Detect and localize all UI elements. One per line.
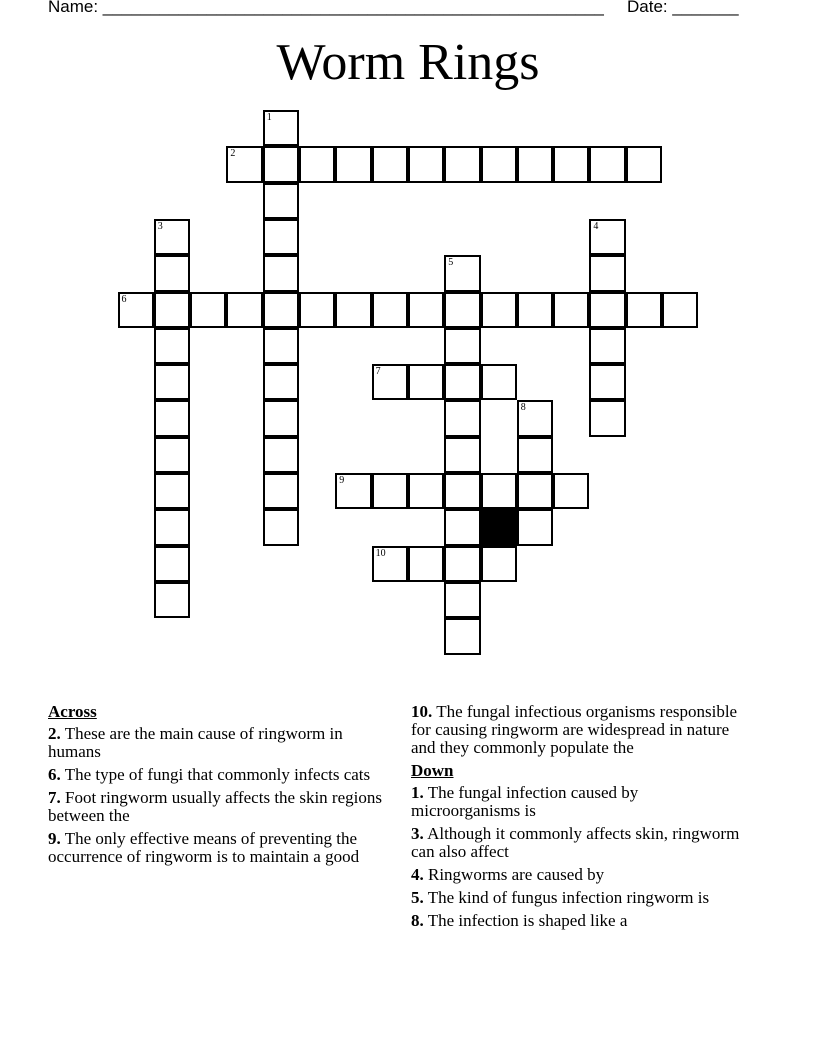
clue-number: 5. [411,888,424,907]
black-cell [481,509,517,545]
grid-cell[interactable] [444,509,480,545]
name-field-label: Name: _____________________________________________________ [48,0,604,16]
down-heading: Down [411,761,454,780]
clue-across-2 [48,725,388,761]
across-heading: Across [48,702,97,721]
grid-cell[interactable] [154,328,190,364]
grid-cell[interactable] [553,473,589,509]
grid-cell[interactable] [444,400,480,436]
grid-cell[interactable] [154,582,190,618]
grid-cell[interactable] [517,292,553,328]
grid-cell[interactable] [481,146,517,182]
grid-cell[interactable] [299,146,335,182]
clue-text: Foot ringworm usually affects the skin regions between the [48,788,382,825]
clue-text: The kind of fungus infection ringworm is [427,888,710,907]
grid-cell[interactable] [263,292,299,328]
grid-cell[interactable] [517,146,553,182]
grid-cell[interactable] [444,292,480,328]
clue-number: 10. [411,702,433,721]
grid-cell[interactable] [517,473,553,509]
clue-across-7 [48,789,388,825]
grid-cell[interactable] [408,546,444,582]
grid-cell[interactable] [589,219,625,255]
grid-cell[interactable] [444,364,480,400]
grid-cell[interactable] [154,255,190,291]
grid-cell[interactable] [553,146,589,182]
grid-cell[interactable] [408,146,444,182]
grid-cell[interactable] [372,292,408,328]
cell-number: 1 [266,112,272,123]
grid-cell[interactable] [263,110,299,146]
grid-cell[interactable] [263,364,299,400]
grid-cell[interactable] [299,292,335,328]
grid-cell[interactable] [517,400,553,436]
grid-cell[interactable] [263,183,299,219]
grid-cell[interactable] [154,400,190,436]
page-title: Worm Rings [276,34,540,91]
grid-cell[interactable] [444,437,480,473]
grid-cell[interactable] [444,473,480,509]
grid-cell[interactable] [263,437,299,473]
clue-number: 6. [48,765,61,784]
grid-cell[interactable] [408,473,444,509]
clue-number: 8. [411,911,424,930]
grid-cell[interactable] [626,292,662,328]
grid-cell[interactable] [263,328,299,364]
cell-number: 2 [230,148,236,160]
clue-down-8 [411,912,751,930]
clue-text: The only effective means of preventing the occurrence of ringworm is to maintain a good [48,829,360,866]
clue-text: The infection is shaped like a [427,911,628,930]
grid-cell[interactable] [517,437,553,473]
grid-cell[interactable] [226,146,262,182]
grid-cell[interactable] [481,292,517,328]
clue-text: The type of fungi that commonly infects cats [64,765,371,784]
clue-number: 4. [411,865,424,884]
clue-down-3 [411,825,751,861]
clue-text: The fungal infectious organisms responsible for causing ringworm are widespread in nature and they commonly populate the [411,702,738,757]
grid-cell[interactable] [626,146,662,182]
grid-cell[interactable] [372,146,408,182]
grid-cell[interactable] [335,292,371,328]
cell-number: 8 [520,402,526,414]
grid-cell[interactable] [335,473,371,509]
grid-cell[interactable] [372,473,408,509]
grid-cell[interactable] [118,292,154,328]
grid-cell[interactable] [589,146,625,182]
clue-down-4 [411,866,751,884]
grid-cell[interactable] [263,146,299,182]
grid-cell[interactable] [589,364,625,400]
grid-cell[interactable] [263,219,299,255]
clue-number: 7. [48,788,61,807]
clue-number: 2. [48,724,61,743]
grid-cell[interactable] [444,146,480,182]
grid-cell[interactable] [481,546,517,582]
grid-cell[interactable] [589,400,625,436]
cell-number: 5 [448,257,454,269]
grid-cell[interactable] [589,328,625,364]
grid-cell[interactable] [372,364,408,400]
clue-across-6 [48,766,388,784]
grid-cell[interactable] [154,292,190,328]
clue-text: Ringworms are caused by [428,865,605,884]
grid-cell[interactable] [444,546,480,582]
grid-cell[interactable] [444,328,480,364]
clue-across-10 [411,703,751,757]
grid-cell[interactable] [335,146,371,182]
clue-text: These are the main cause of ringworm in humans [48,724,343,761]
grid-cell[interactable] [154,509,190,545]
grid-cell[interactable] [408,292,444,328]
clue-number: 3. [411,824,424,843]
grid-cell[interactable] [154,219,190,255]
grid-cell[interactable] [154,437,190,473]
cell-number: 4 [593,220,599,232]
grid-cell[interactable] [481,364,517,400]
cell-number: 7 [375,366,381,378]
grid-cell[interactable] [444,255,480,291]
grid-cell[interactable] [589,255,625,291]
grid-cell[interactable] [263,400,299,436]
grid-cell[interactable] [408,364,444,400]
grid-cell[interactable] [444,582,480,618]
cell-number: 3 [157,220,163,232]
grid-cell[interactable] [481,473,517,509]
grid-cell[interactable] [154,473,190,509]
clue-text: Although it commonly affects skin, ringworm can also affect [411,824,740,861]
clue-down-1 [411,784,751,820]
grid-cell[interactable] [263,473,299,509]
grid-cell[interactable] [263,509,299,545]
grid-cell[interactable] [517,509,553,545]
clues-right-column [411,703,751,935]
cell-number: 6 [121,293,127,305]
grid-cell[interactable] [589,292,625,328]
grid-cell[interactable] [154,546,190,582]
cell-number: 9 [339,475,345,486]
grid-cell[interactable] [444,618,480,654]
grid-cell[interactable] [553,292,589,328]
clue-text: The fungal infection caused by microorganisms is [411,783,639,820]
clue-across-9 [48,830,388,866]
grid-cell[interactable] [154,364,190,400]
grid-cell[interactable] [226,292,262,328]
date-field-label: Date: _______ [627,0,739,16]
grid-cell[interactable] [662,292,698,328]
grid-cell[interactable] [263,255,299,291]
grid-cell[interactable] [372,546,408,582]
clue-down-5 [411,889,751,907]
grid-cell[interactable] [190,292,226,328]
clue-number: 1. [411,783,424,802]
clue-number: 9. [48,829,61,848]
cell-number: 10 [375,547,386,559]
clues-left-column [48,703,388,871]
